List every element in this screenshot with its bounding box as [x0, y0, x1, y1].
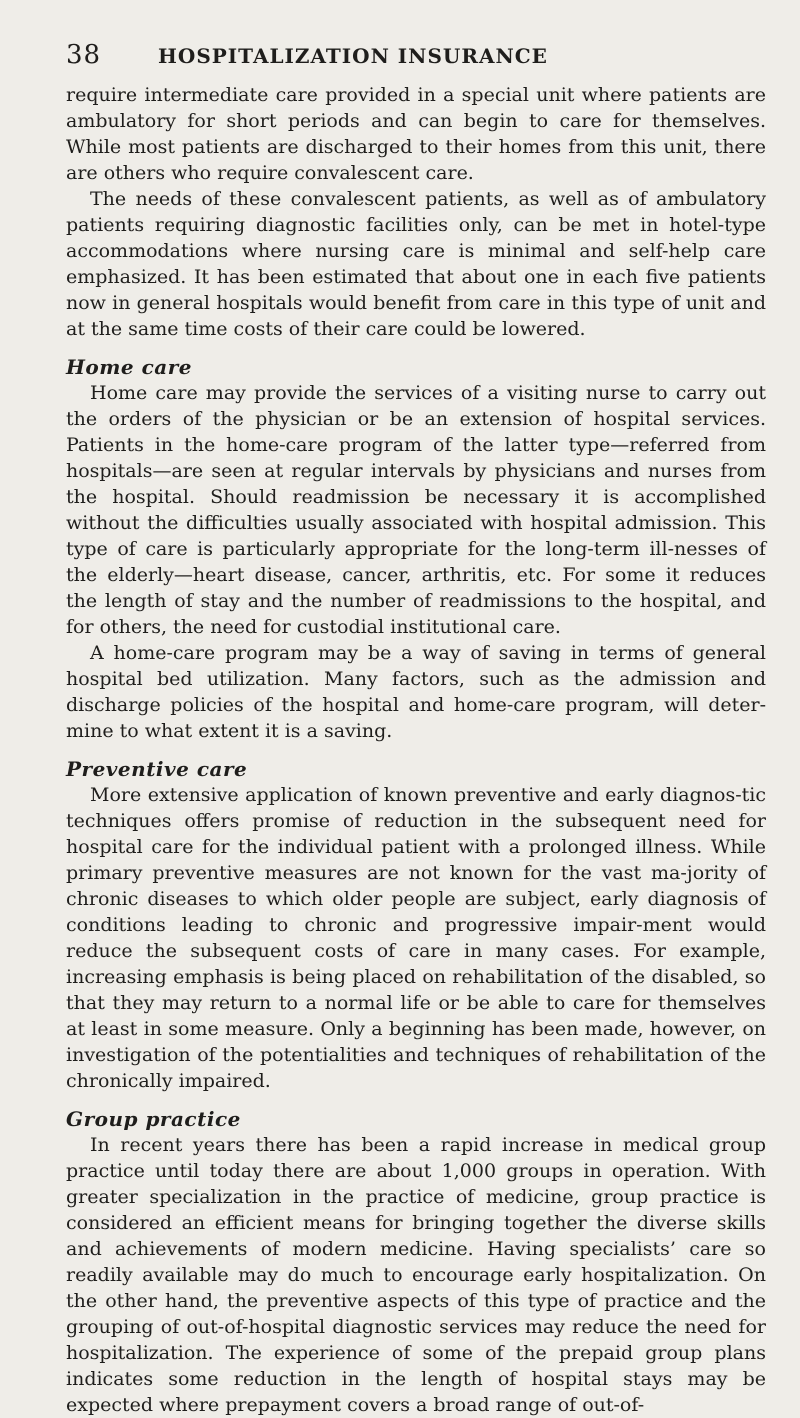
running-title: HOSPITALIZATION INSURANCE	[158, 44, 548, 68]
book-page	[66, 40, 766, 1418]
section-heading-group-practice: Group practice	[66, 1107, 241, 1131]
paragraph-preventive-care: More extensive application of known preventive and early diagnos-tic techniques offers promise of reduction in the subsequent need for hospital care for the individual patient with a prolonged illness. While primary preventive measures are not known for the vast ma-jority of chronic diseases to which older people are subject, early diagnosis of conditions leading to chronic and progressive impair-ment would reduce the subsequent costs of care in many cases. For example, increasing emphasis is being placed on rehabilitation of the disabled, so that they may return to a normal life or be able to care for themselves at least in some measure. Only a beginning has been made, however, on investigation of the potentialities and techniques of rehabilitation of the chronically impaired.	[66, 784, 766, 1092]
paragraph-home-care-2: A home-care program may be a way of saving in terms of general hospital bed utilization. Many factors, such as the admission and discharge policies of the hospital and home-care program, will deter-mine to what extent it is a saving.	[66, 642, 766, 742]
running-head	[66, 40, 766, 82]
paragraph-group-practice: In recent years there has been a rapid increase in medical group practice until today there are about 1,000 groups in operation. With greater specialization in the practice of medicine, group practice is considered an efficient means for bringing together the diverse skills and achievements of modern medicine. Having specialists’ care so readily available may do much to encourage early hospitalization. On the other hand, the preventive aspects of this type of practice and the grouping of out-of-hospital diagnostic services may reduce the need for hospitalization. The experience of some of the prepaid group plans indicates some reduction in the length of hospital stays may be expected where prepayment covers a broad range of out-of-	[66, 1134, 766, 1416]
page-number: 38	[66, 40, 102, 70]
paragraph-convalescent: The needs of these convalescent patients, as well as of ambulatory patients requiring diagnostic facilities only, can be met in hotel-type accommodations where nursing care is minimal and self-help care emphasized. It has been estimated that about one in each five patients now in general hospitals would benefit from care in this type of unit and at the same time costs of their care could be lowered.	[66, 188, 766, 340]
body-text	[66, 82, 766, 1418]
paragraph-home-care-1: Home care may provide the services of a visiting nurse to carry out the orders of the physician or be an extension of hospital services. Patients in the home-care program of the latter type—referred from hospitals—are seen at regular intervals by physicians and nurses from the hospital. Should readmission be necessary it is accomplished without the difficulties usually associated with hospital admission. This type of care is particularly appropriate for the long-term ill-nesses of the elderly—heart disease, cancer, arthritis, etc. For some it reduces the length of stay and the number of readmissions to the hospital, and for others, the need for custodial institutional care.	[66, 382, 766, 638]
section-heading-home-care: Home care	[66, 355, 192, 379]
paragraph-continued: require intermediate care provided in a special unit where patients are ambulatory for short periods and can begin to care for themselves. While most patients are discharged to their homes from this unit, there are others who require convalescent care.	[66, 84, 766, 184]
section-heading-preventive-care: Preventive care	[66, 757, 248, 781]
